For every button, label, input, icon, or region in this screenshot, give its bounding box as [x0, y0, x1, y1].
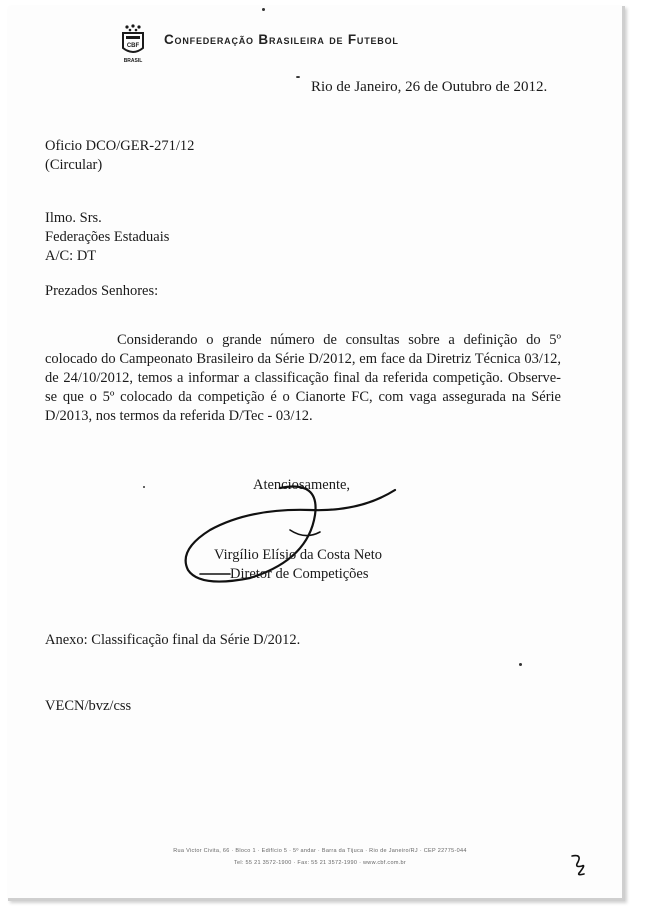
- svg-text:CBF: CBF: [126, 43, 140, 49]
- scan-speck: [143, 486, 145, 488]
- logo-text: BRASIL: [123, 58, 143, 64]
- footer-contact: Tel: 55 21 3572-1900 · Fax: 55 21 3572-1990 · www.cbf.com.br: [233, 860, 407, 866]
- letter-reference: Oficio DCO/GER-271/12: [45, 138, 195, 154]
- footer-address: Rua Victor Civita, 66 · Bloco 1 · Edifício 5 · 5º andar · Barra da Tijuca · Rio de Janeiro/RJ · CEP 22775-044: [173, 848, 467, 854]
- salutation: Prezados Senhores:: [45, 283, 159, 299]
- reference-initials: VECN/bvz/css: [45, 698, 132, 714]
- cbf-crest-icon: [118, 24, 148, 64]
- letter-date: Rio de Janeiro, 26 de Outubro de 2012.: [311, 79, 548, 95]
- handwritten-initials: [568, 852, 590, 878]
- scan-speck: [262, 8, 265, 11]
- recipient-line-3: A/C: DT: [45, 248, 97, 264]
- organization-name: Confederação Brasileira de Futebol: [164, 32, 399, 47]
- annex-note: Anexo: Classificação final da Série D/2012.: [45, 632, 301, 648]
- recipient-line-2: Federações Estaduais: [45, 229, 170, 245]
- letter-body: Considerando o grande número de consultas sobre a definição do 5º colocado do Campeonato Brasileiro da Série D/2012, em face da Diretriz Técnica 03/12, de 24/10/2012, temos a informar a classificação final da referida competição. Observe-se que o 5º colocado da competição é o Cianorte FC, com vaga assegurada na Série D/2013, nos termos da referida D/Tec - 03/12.: [45, 332, 561, 424]
- letter-reference-type: (Circular): [45, 157, 103, 173]
- signer-name: Virgílio Elísio da Costa Neto: [214, 547, 383, 563]
- scan-speck: [296, 76, 300, 78]
- closing: Atenciosamente,: [253, 477, 351, 493]
- recipient-line-1: Ilmo. Srs.: [45, 210, 102, 226]
- signer-title: Diretor de Competições: [230, 566, 369, 582]
- scan-speck: [519, 663, 522, 666]
